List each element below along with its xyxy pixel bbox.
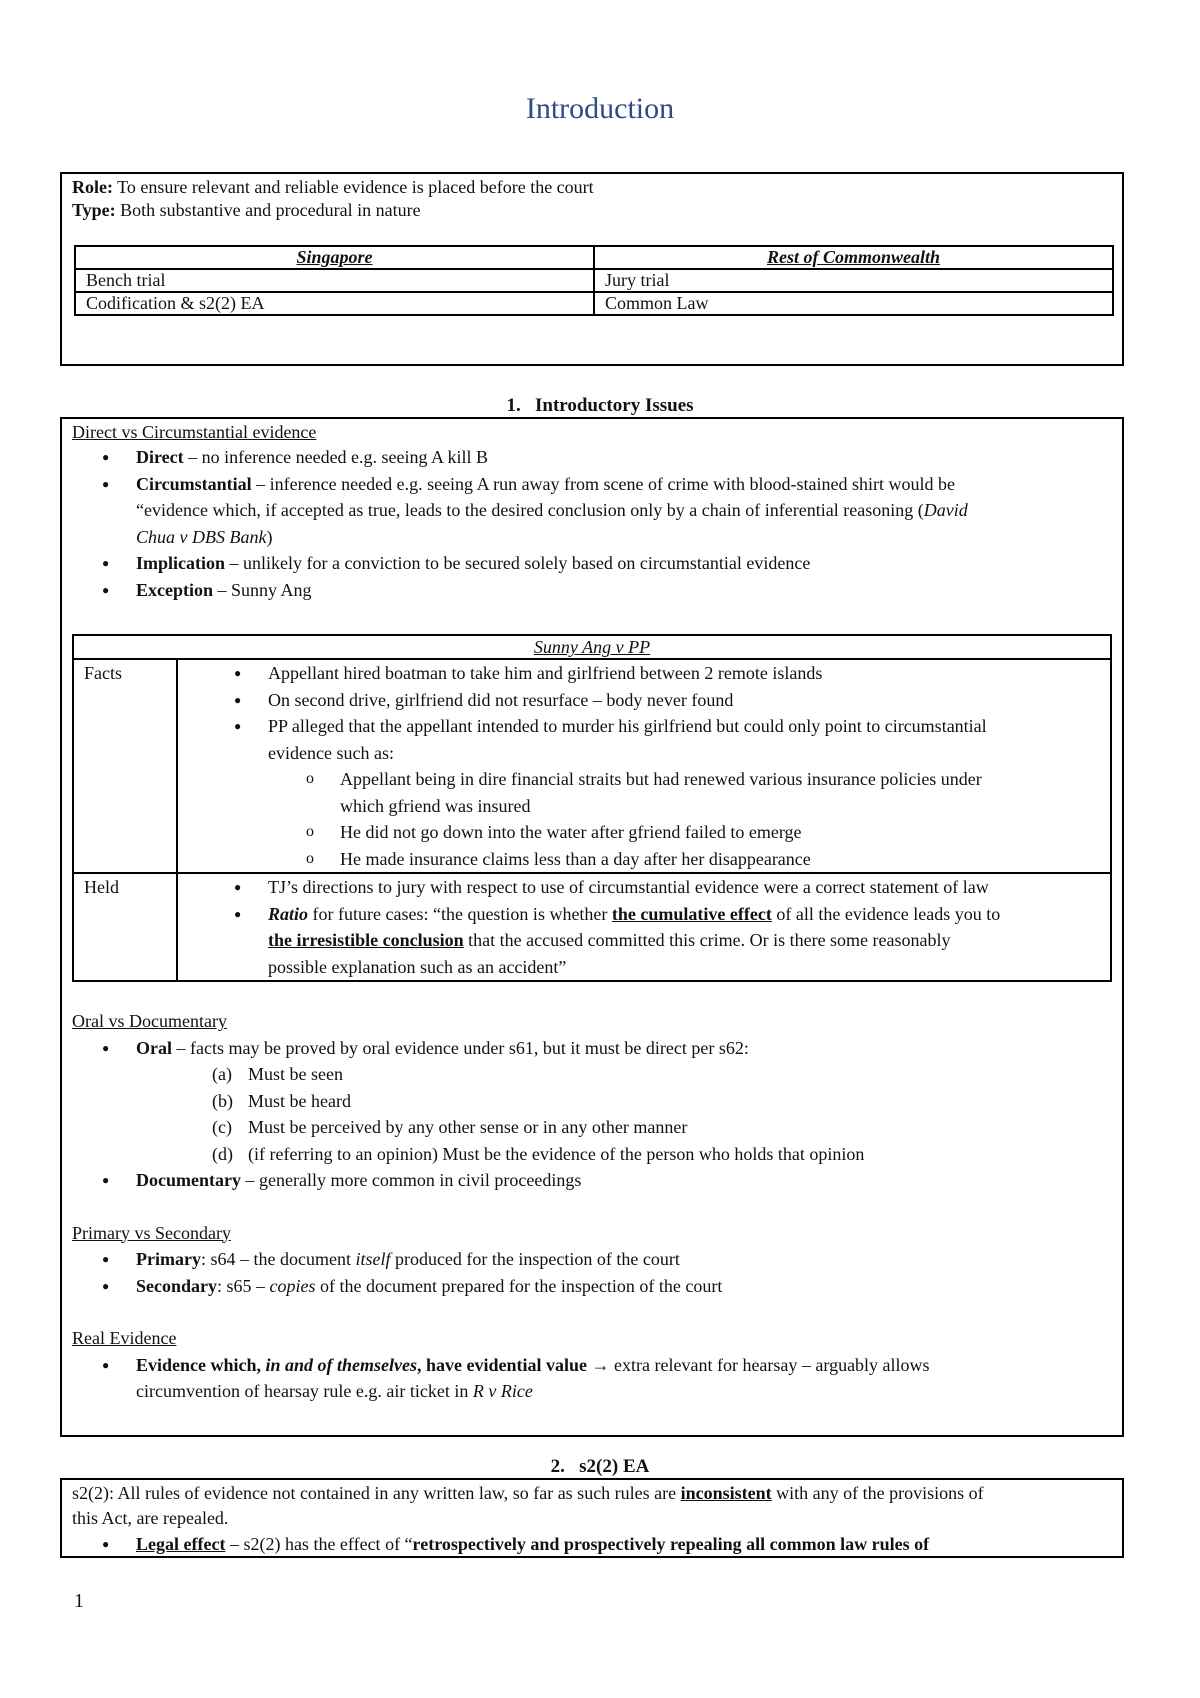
comparison-header: Rest of Commonwealth (594, 246, 1113, 269)
s2-list (62, 1531, 1122, 1558)
page-title: Introduction (525, 92, 675, 125)
definition: – facts may be proved by oral evidence under s61, but it must be direct per s62: (172, 1037, 749, 1058)
oral-sub-list (62, 1061, 1122, 1167)
section-2-title: s2(2) EA (579, 1456, 650, 1477)
type-label: Type: (72, 200, 116, 220)
real-evidence-title: Real Evidence (72, 1328, 177, 1348)
item-label: (a) (212, 1064, 232, 1084)
section-1-box (60, 417, 1124, 1437)
term: Oral (136, 1037, 172, 1058)
item-label: (d) (212, 1143, 233, 1164)
emphasis: itself (355, 1249, 391, 1269)
section-2-box (60, 1478, 1124, 1558)
case-name: R v Rice (472, 1381, 533, 1401)
page-number: 1 (74, 1590, 84, 1612)
paragraph-text: s2(2): All rules of evidence not contained in any written law, so far as such rules are (72, 1483, 681, 1503)
role-text: To ensure relevant and reliable evidence is placed before the court (112, 177, 594, 197)
oral-documentary-list (62, 1035, 1122, 1062)
definition: – generally more common in civil proceedings (240, 1170, 582, 1190)
section-1-title: Introductory Issues (534, 395, 694, 416)
section-1-heading (0, 395, 1200, 417)
term: Primary (136, 1249, 201, 1269)
item-label: (c) (212, 1117, 232, 1137)
definition: of the document prepared for the inspection of the court (315, 1275, 723, 1296)
item-text: Must be seen (248, 1064, 343, 1084)
definition: : s64 – the document (200, 1249, 356, 1269)
role-line (62, 174, 1122, 199)
facts-label: Facts (73, 659, 177, 873)
comparison-table (74, 245, 1114, 316)
held-label: Held (73, 873, 177, 981)
role-label: Role: (72, 177, 113, 197)
table-row (75, 292, 1113, 315)
list-item: o He made insurance claims less than a day after her disappearance (340, 846, 1100, 873)
term: Circumstantial (136, 473, 252, 494)
sub-facts-list (268, 766, 1100, 872)
list-item (212, 1114, 1122, 1141)
facts-cell (177, 659, 1111, 873)
term: Legal effect (136, 1534, 226, 1554)
list-item (136, 444, 1122, 471)
item-text: Must be perceived by any other sense or in any other manner (248, 1117, 688, 1137)
held-text: that the accused committed this crime. Or is there some reasonably (463, 930, 951, 950)
table-row (73, 659, 1111, 873)
item-label: (b) (212, 1090, 233, 1111)
case-name: Chua v DBS Bank (136, 526, 267, 547)
list-item (212, 1141, 1122, 1168)
direct-circumstantial-list (62, 444, 1122, 603)
table-row (75, 269, 1113, 292)
definition: circumvention of hearsay rule e.g. air ticket in (136, 1381, 473, 1401)
held-text: possible explanation such as an accident” (268, 956, 567, 977)
list-item (136, 1167, 1122, 1194)
held-list (188, 874, 1100, 980)
list-item: ● TJ’s directions to jury with respect to use of circumstantial evidence were a correct statement of law (268, 874, 1100, 901)
list-item (212, 1088, 1122, 1115)
list-item (136, 550, 1122, 577)
direct-circumstantial-title: Direct vs Circumstantial evidence (72, 422, 317, 442)
term: Secondary (136, 1275, 217, 1296)
list-item: ● Appellant hired boatman to take him and girlfriend between 2 remote islands (268, 660, 1100, 687)
table-cell: Codification & s2(2) EA (75, 292, 594, 315)
section-2-number: 2. (550, 1456, 565, 1477)
definition: – no inference needed e.g. seeing A kill B (183, 447, 489, 467)
list-item (340, 766, 1100, 819)
term: Documentary (136, 1170, 241, 1190)
item-text: (if referring to an opinion) Must be the evidence of the person who holds that opinion (248, 1143, 865, 1164)
fact-text: evidence such as: (268, 742, 394, 763)
held-cell (177, 873, 1111, 981)
table-cell: Common Law (594, 292, 1113, 315)
list-item (136, 1246, 1122, 1273)
primary-secondary-title: Primary vs Secondary (72, 1222, 231, 1243)
paragraph-text: with any of the provisions of (771, 1483, 984, 1503)
list-item (136, 1035, 1122, 1062)
facts-list (188, 660, 1100, 872)
list-item (268, 713, 1100, 872)
term: Direct (136, 447, 184, 467)
list-item: o He did not go down into the water after gfriend failed to emerge (340, 819, 1100, 846)
definition-emphasis: retrospectively and prospectively repealing all common law rules of (412, 1534, 930, 1554)
type-text: Both substantive and procedural in nature (115, 200, 421, 220)
sunny-ang-table (72, 634, 1112, 982)
s2-paragraph (62, 1481, 1122, 1531)
term: Evidence which, (136, 1354, 266, 1375)
list-item (136, 1352, 1122, 1405)
emphasis: in and of themselves (265, 1354, 418, 1375)
sunny-ang-title: Sunny Ang v PP (73, 635, 1111, 659)
definition: – s2(2) has the effect of “ (225, 1534, 413, 1554)
table-cell: Jury trial (594, 269, 1113, 292)
term: , have evidential value (417, 1354, 588, 1375)
list-item (136, 471, 1122, 551)
documentary-list (62, 1167, 1122, 1194)
item-text: Must be heard (248, 1090, 351, 1111)
type-line (62, 199, 1122, 222)
paragraph-text: this Act, are repealed. (72, 1508, 229, 1528)
intro-box (60, 172, 1124, 366)
real-evidence-list (62, 1352, 1122, 1405)
held-text: of all the evidence leads you to (771, 903, 1001, 924)
arrow-icon: → (587, 1354, 615, 1375)
case-name: David (923, 500, 968, 520)
paragraph-emphasis: inconsistent (680, 1483, 772, 1503)
section-1-number: 1. (506, 395, 521, 416)
definition: : s65 – (217, 1275, 270, 1296)
definition: – unlikely for a conviction to be secured solely based on circumstantial evidence (225, 553, 811, 573)
sub-fact-text: Appellant being in dire financial straits but had renewed various insurance policies under (340, 769, 982, 789)
list-item (136, 577, 1122, 604)
held-text: for future cases: “the question is whether (308, 903, 612, 924)
ratio-label: Ratio (268, 903, 309, 924)
definition: produced for the inspection of the court (390, 1249, 680, 1269)
definition: – inference needed e.g. seeing A run away from scene of crime with blood-stained shirt would be (251, 473, 955, 494)
term: Implication (136, 553, 226, 573)
table-row (73, 873, 1111, 981)
list-item (268, 901, 1100, 981)
list-item (136, 1273, 1122, 1300)
fact-text: PP alleged that the appellant intended to murder his girlfriend but could only point to circumstantial (268, 716, 987, 736)
definition: – Sunny Ang (213, 579, 312, 600)
oral-documentary-title: Oral vs Documentary (72, 1011, 227, 1031)
table-cell: Bench trial (75, 269, 594, 292)
sub-fact-text: which gfriend was insured (340, 795, 531, 816)
punctuation: ) (266, 526, 273, 547)
comparison-header: Singapore (75, 246, 594, 269)
section-2-heading (0, 1456, 1200, 1478)
primary-secondary-list (62, 1246, 1122, 1299)
definition: extra relevant for hearsay – arguably allows (614, 1354, 930, 1375)
list-item: ● On second drive, girlfriend did not resurface – body never found (268, 687, 1100, 714)
term: Exception (136, 579, 214, 600)
held-emphasis: the cumulative effect (611, 903, 772, 924)
list-item (212, 1061, 1122, 1088)
definition-quote: “evidence which, if accepted as true, leads to the desired conclusion only by a chain of inferential reasoning ( (136, 500, 924, 520)
emphasis: copies (269, 1275, 316, 1296)
held-emphasis: the irresistible conclusion (268, 930, 464, 950)
list-item (136, 1531, 1122, 1558)
